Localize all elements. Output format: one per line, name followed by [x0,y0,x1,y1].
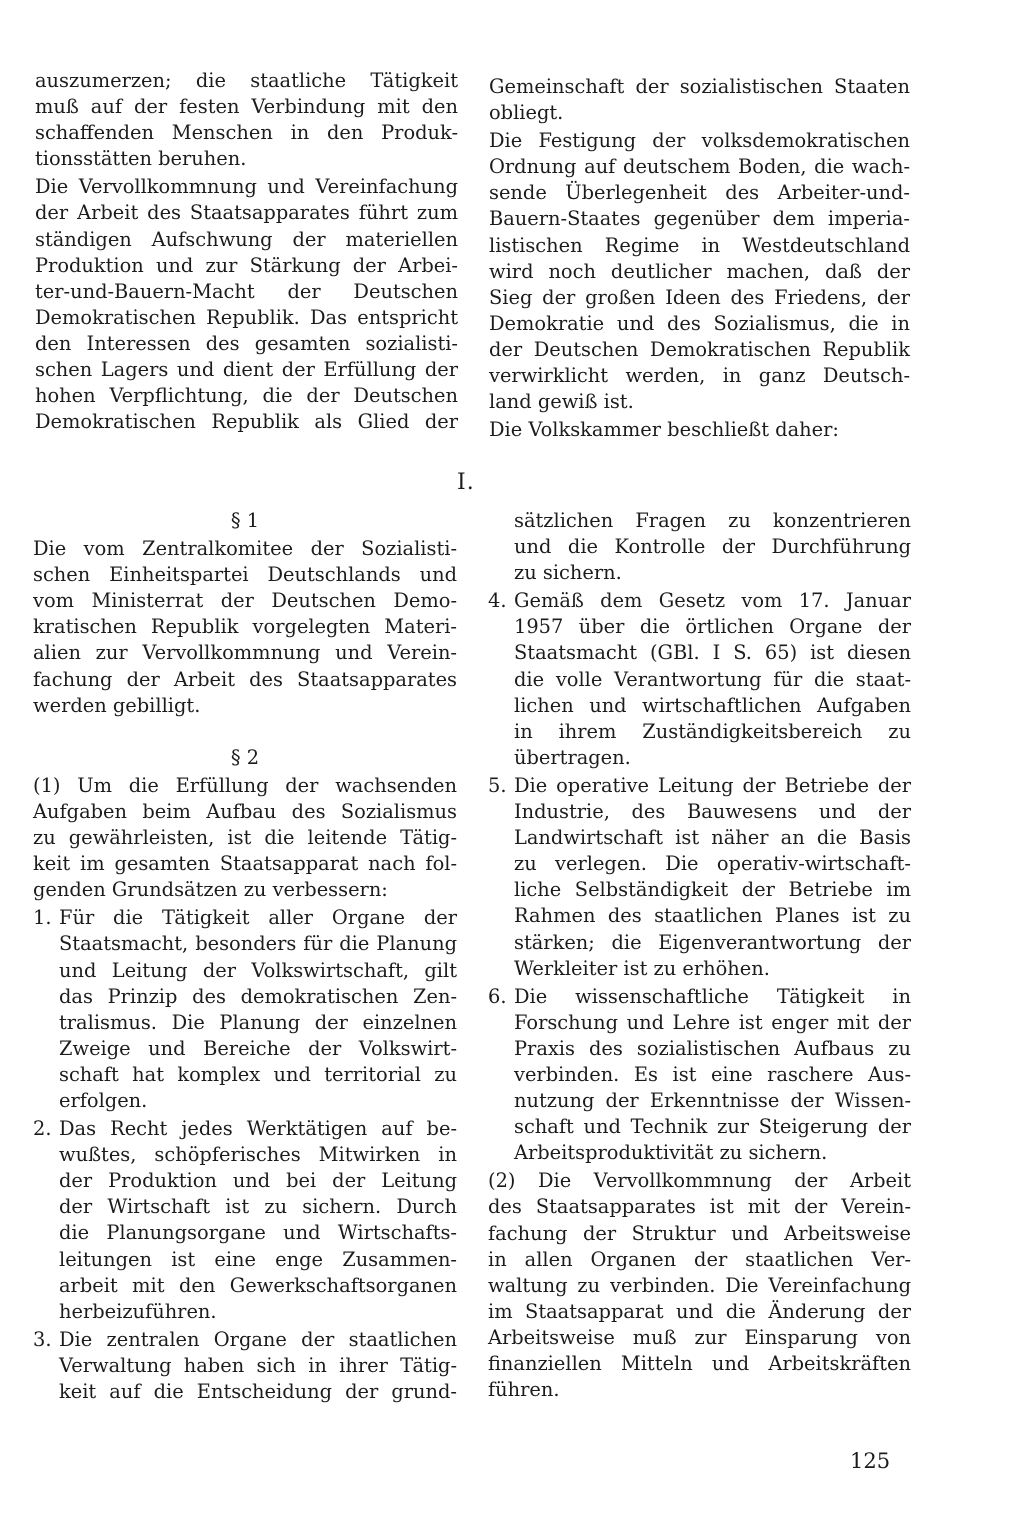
left-column-top [35,68,458,435]
paragraph-1-body [33,536,457,719]
text-line: Praxis des sozialistischen Aufbaus zu [514,1036,911,1060]
text-line: übertragen. [514,745,631,769]
text-line: sende Überlegenheit des Arbeiter-und- [489,181,910,205]
text-line: schen Einheitspartei Deutschlands und [33,563,457,587]
text-line: in allen Organen der staatlichen Ver- [488,1247,911,1271]
list-item-5 [488,773,911,982]
text-line: stärken; die Eigenverantwortung der [514,930,911,954]
text-line: Die operative Leitung der Betriebe der [514,773,911,797]
text-line: schaffenden Menschen in den Produk- [35,121,458,145]
text-line: Werkleiter ist zu erhöhen. [514,956,770,980]
text-line: und die Kontrolle der Durchführung [514,535,911,559]
list-number: 3. [33,1327,52,1351]
list-number: 1. [33,906,52,930]
text-line: Demokratie und des Sozialismus, die in [489,311,910,335]
text-line: 1957 über die örtlichen Organe der [514,615,911,639]
text-line: auszumerzen; die staatliche Tätigkeit [35,69,458,92]
text-line: Das Recht jedes Werktätigen auf be- [59,1117,457,1141]
list-item-3-continued [488,508,911,586]
text-line: schen Lagers und dient der Erfüllung der [35,358,458,382]
text-line: Die zentralen Organe der staatlichen [59,1327,457,1351]
text-line: muß auf der festen Verbindung mit den [35,95,458,119]
text-line: Demokratischen Republik. Das entspricht [35,305,458,329]
text-line: verbinden. Es ist eine raschere Aus- [514,1062,911,1086]
paragraph-consolidation [489,128,910,415]
text-line: Sieg der großen Ideen des Friedens, der [489,285,910,309]
text-line: die Planungsorgane und Wirtschafts- [59,1221,457,1245]
text-line: Ordnung auf deutschem Boden, die wach- [489,155,910,179]
text-line: hohen Verpflichtung, die der Deutschen [35,384,458,408]
text-line: wird noch deutlicher machen, daß der [489,259,910,283]
list-number: 5. [488,773,507,797]
text-line: finanziellen Mitteln und Arbeitskräften [488,1352,911,1375]
right-column-top [489,74,910,443]
paragraph-resolution [489,417,910,443]
text-line: sätzlichen Fragen zu konzentrieren [514,509,911,532]
text-line: der Deutschen Demokratischen Republik [489,337,910,361]
text-line: arbeit mit den Gewerkschaftsorganen [59,1273,457,1297]
right-column-bottom [488,508,911,1403]
text-line: land gewiß ist. [489,390,634,414]
text-line: zu gewährleisten, ist die leitende Tätig- [33,826,457,850]
text-line: Die Festigung der volksdemokratischen [489,129,910,153]
text-line: Verwaltung haben sich in ihrer Tätig- [59,1353,457,1377]
text-line: die volle Verantwortung für die staat- [514,667,911,691]
text-line: in ihrem Zuständigkeitsbereich zu [514,719,911,743]
text-line: fachung der Arbeit des Staatsapparates [33,667,457,691]
text-line: fachung der Struktur und Arbeitsweise [488,1221,911,1245]
text-line: Die wissenschaftliche Tätigkeit in [514,984,911,1008]
text-line: nutzung der Erkenntnisse der Wissen- [514,1089,911,1113]
text-line: Industrie, des Bauwesens und der [514,800,911,824]
text-line: und Leitung der Volkswirtschaft, gilt [59,958,457,982]
paragraph-heading-2: § 2 [230,745,260,769]
paragraph-2-sub-2 [488,1168,911,1403]
text-line: (1) Um die Erfüllung der wachsenden [33,773,457,797]
paragraph-improvement [35,174,458,435]
text-line: der Produktion und bei der Leitung [59,1169,457,1193]
text-line: zu verlegen. Die operativ-wirtschaft- [514,852,911,876]
text-line: tionsstätten beruhen. [35,147,247,171]
text-line: der Wirtschaft ist zu sichern. Durch [59,1195,457,1219]
text-line: Staatsmacht (GBl. I S. 65) ist diesen [514,641,911,665]
text-line: Zweige und Bereiche der Volkswirt- [59,1036,457,1060]
list-item-6 [488,984,911,1167]
page-number: 125 [850,1449,891,1473]
text-line: Aufgaben beim Aufbau des Sozialismus [33,799,457,823]
text-line: Für die Tätigkeit aller Organe der [59,906,457,930]
section-heading: I. [457,470,475,495]
text-line: waltung zu verbinden. Die Vereinfachung [488,1273,911,1297]
paragraph-community [489,74,910,126]
text-line: alien zur Vervollkommnung und Verein- [33,641,457,665]
paragraph-continuation [35,68,458,172]
text-line: Forschung und Lehre ist enger mit der [514,1010,911,1034]
text-line: Rahmen des staatlichen Planes ist zu [514,904,911,928]
text-line: verwirklicht werden, in ganz Deutsch- [489,364,910,388]
list-item-3 [33,1327,457,1405]
list-number: 2. [33,1117,52,1141]
paragraph-2-intro [33,773,457,903]
text-line: den Interessen des gesamten sozialisti- [35,331,458,355]
text-line: Gemeinschaft der sozialistischen Staaten [489,75,910,98]
text-line: kratischen Republik vorgelegten Materi- [33,615,457,639]
text-line: Arbeitsproduktivität zu sichern. [514,1141,828,1165]
text-line: Arbeitsweise muß zur Einsparung von [488,1325,911,1349]
text-line: werden gebilligt. [33,693,201,717]
text-line: herbeizuführen. [59,1299,217,1323]
text-line: schaft hat komplex und territorial zu [59,1062,457,1086]
text-line: ständigen Aufschwung der materiellen [35,227,458,251]
text-line: ter-und-Bauern-Macht der Deutschen [35,279,458,303]
text-line: Landwirtschaft ist näher an die Basis [514,826,911,850]
text-line: wußtes, schöpferisches Mitwirken in [59,1143,457,1167]
text-line: Gemäß dem Gesetz vom 17. Januar [514,589,911,613]
list-item-4 [488,588,911,771]
text-line: Bauern-Staates gegenüber dem imperia- [489,207,910,231]
text-line: führen. [488,1378,560,1402]
text-line: keit im gesamten Staatsapparat nach fol- [33,852,457,876]
text-line: erfolgen. [59,1088,148,1112]
text-line: Produktion und zur Stärkung der Arbei- [35,253,458,277]
left-column-bottom [33,508,457,1405]
text-line: des Staatsapparates ist mit der Verein- [488,1195,911,1219]
text-line: der Arbeit des Staatsapparates führt zum [35,201,458,225]
list-item-1 [33,905,457,1114]
text-line: schaft und Technik zur Steigerung der [514,1115,911,1139]
list-item-2 [33,1116,457,1325]
text-line: liche Selbständigkeit der Betriebe im [514,878,911,902]
text-line: Die Volkskammer beschließt daher: [489,418,839,442]
paragraph-heading-1: § 1 [230,509,260,532]
text-line: tralismus. Die Planung der einzelnen [59,1010,457,1034]
text-line: zu sichern. [514,561,622,585]
text-line: listischen Regime in Westdeutschland [489,233,910,257]
text-line: keit auf die Entscheidung der grund- [59,1380,457,1403]
text-line: im Staatsapparat und die Änderung der [488,1299,911,1323]
text-line: Die Vervollkommnung und Vereinfachung [35,175,458,199]
text-line: Staatsmacht, besonders für die Planung [59,932,457,956]
text-line: vom Ministerrat der Deutschen Demo- [33,589,457,613]
text-line: lichen und wirtschaftlichen Aufgaben [514,693,911,717]
list-number: 4. [488,589,507,613]
list-number: 6. [488,984,507,1008]
text-line: leitungen ist eine enge Zusammen- [59,1247,457,1271]
text-line: obliegt. [489,101,564,125]
text-line: (2) Die Vervollkommnung der Arbeit [488,1169,911,1193]
text-line: das Prinzip des demokratischen Zen- [59,984,457,1008]
text-line: genden Grundsätzen zu verbessern: [33,878,388,902]
text-line: Demokratischen Republik als Glied der [35,410,458,434]
text-line: Die vom Zentralkomitee der Sozialisti- [33,537,457,561]
